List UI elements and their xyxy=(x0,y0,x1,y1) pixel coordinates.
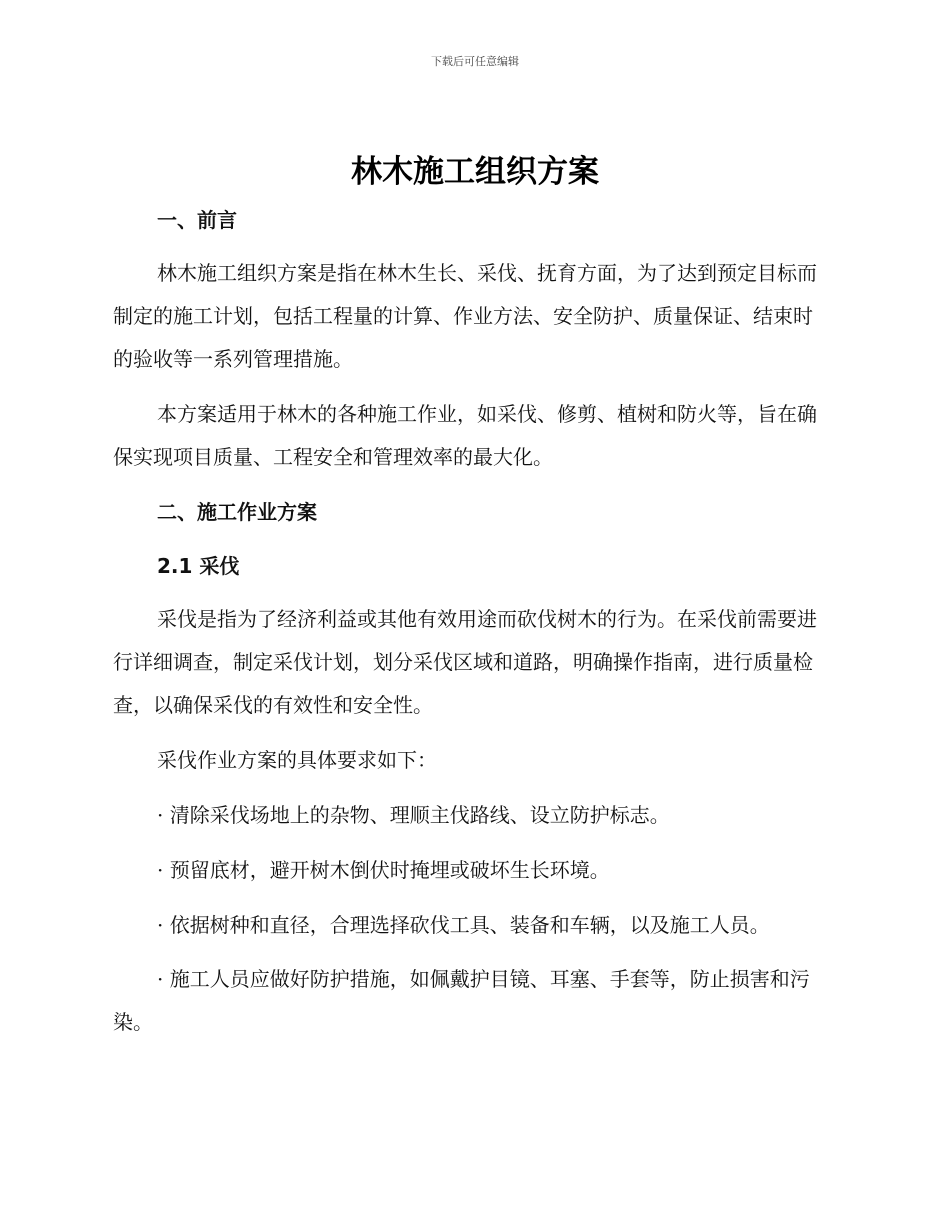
subsection-heading-logging: 2.1 采伐 xyxy=(157,554,240,578)
section-heading-preface: 一、前言 xyxy=(157,208,237,232)
list-item: · 施工人员应做好防护措施，如佩戴护目镜、耳塞、手套等，防止损害和污染。 xyxy=(113,967,810,1034)
list-item: · 清除采伐场地上的杂物、理顺主伐路线、设立防护标志。 xyxy=(157,803,670,827)
document-title: 林木施工组织方案 xyxy=(351,154,599,190)
preface-paragraph-2: 本方案适用于林木的各种施工作业，如采伐、修剪、植树和防火等，旨在确保实现项目质量、工程安全和管理效率的最大化。 xyxy=(113,402,817,469)
logging-paragraph-2: 采伐作业方案的具体要求如下： xyxy=(157,748,437,772)
section-heading-plan: 二、施工作业方案 xyxy=(157,500,317,524)
list-item: · 依据树种和直径，合理选择砍伐工具、装备和车辆，以及施工人员。 xyxy=(157,913,770,937)
header-note: 下载后可任意编辑 xyxy=(431,55,519,68)
preface-paragraph-1: 林木施工组织方案是指在林木生长、采伐、抚育方面，为了达到预定目标而制定的施工计划，包括工程量的计算、作业方法、安全防护、质量保证、结束时的验收等一系列管理措施。 xyxy=(113,261,817,371)
logging-paragraph-1: 采伐是指为了经济利益或其他有效用途而砍伐树木的行为。在采伐前需要进行详细调查，制定采伐计划，划分采伐区域和道路，明确操作指南，进行质量检查，以确保采伐的有效性和安全性。 xyxy=(113,607,817,717)
list-item: · 预留底材，避开树木倒伏时掩埋或破坏生长环境。 xyxy=(157,858,610,882)
